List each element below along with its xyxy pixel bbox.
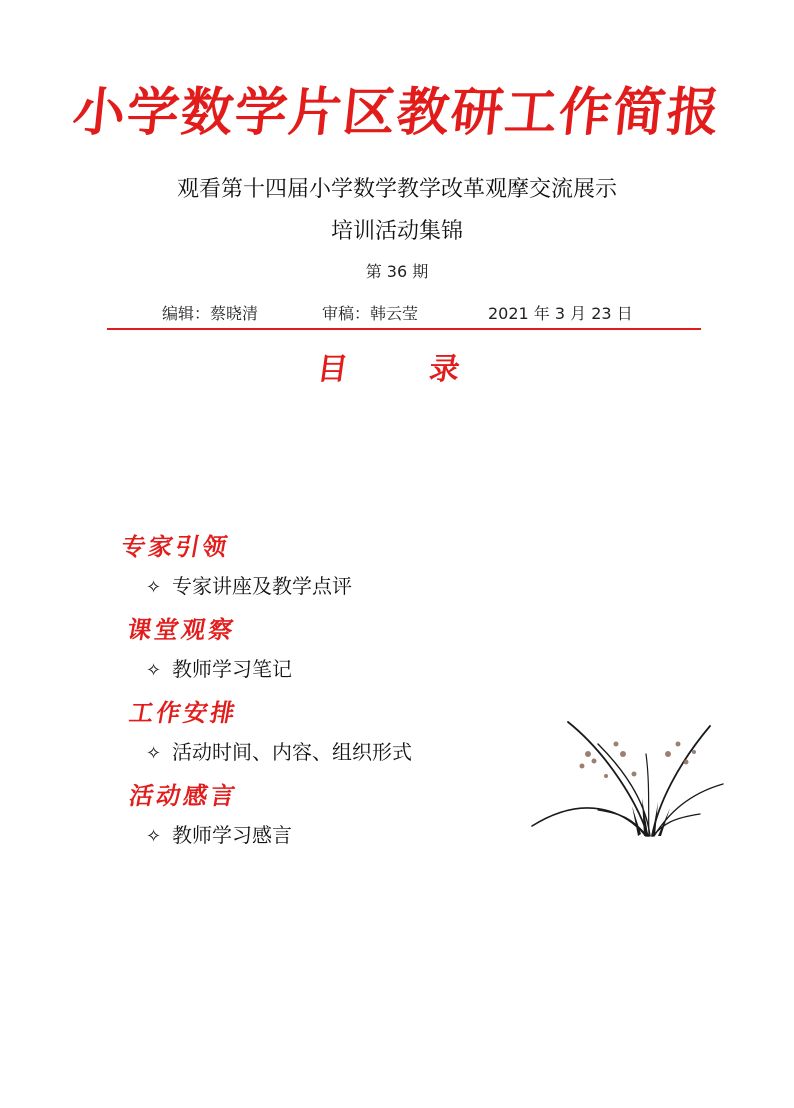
subtitle-line-2: 培训活动集锦: [330, 219, 463, 244]
issue-number: 第 36 期: [365, 262, 429, 281]
reviewer-credit: 审稿：韩云莹: [322, 304, 419, 323]
orchid-illustration: [528, 714, 728, 844]
bullet-icon: ✧: [146, 660, 162, 681]
editor-credit: 编辑：蔡晓清: [162, 304, 259, 323]
section-item-label: 活动时间、内容、组织形式: [172, 740, 412, 764]
section-item-label: 专家讲座及教学点评: [172, 574, 352, 598]
bullet-icon: ✧: [146, 577, 162, 598]
section-heading-expert-guidance: 专家引领: [119, 532, 233, 561]
bullet-icon: ✧: [146, 743, 162, 764]
section-item-label: 教师学习笔记: [172, 657, 292, 681]
toc-title-char-1: 目: [315, 352, 350, 387]
bullet-icon: ✧: [146, 826, 162, 847]
subtitle-line-1: 观看第十四届小学数学教学改革观摩交流展示: [176, 177, 617, 202]
section-item-teacher-notes: [146, 653, 292, 682]
section-item-expert-lectures: [146, 570, 352, 599]
newsletter-masthead: 小学数学片区教研工作简报: [69, 82, 725, 143]
section-heading-classroom-observation: 课堂观察: [125, 615, 239, 644]
header-divider: [107, 328, 701, 330]
section-heading-reflections: 活动感言: [127, 781, 241, 810]
publish-date: 2021 年 3 月 23 日: [488, 304, 633, 323]
section-heading-work-arrangement: 工作安排: [127, 698, 241, 727]
toc-title-char-2: 录: [427, 352, 462, 387]
section-item-teacher-reflections: [146, 819, 292, 848]
section-item-label: 教师学习感言: [172, 823, 292, 847]
section-item-schedule: [146, 736, 412, 765]
table-of-contents-title: [0, 344, 794, 387]
